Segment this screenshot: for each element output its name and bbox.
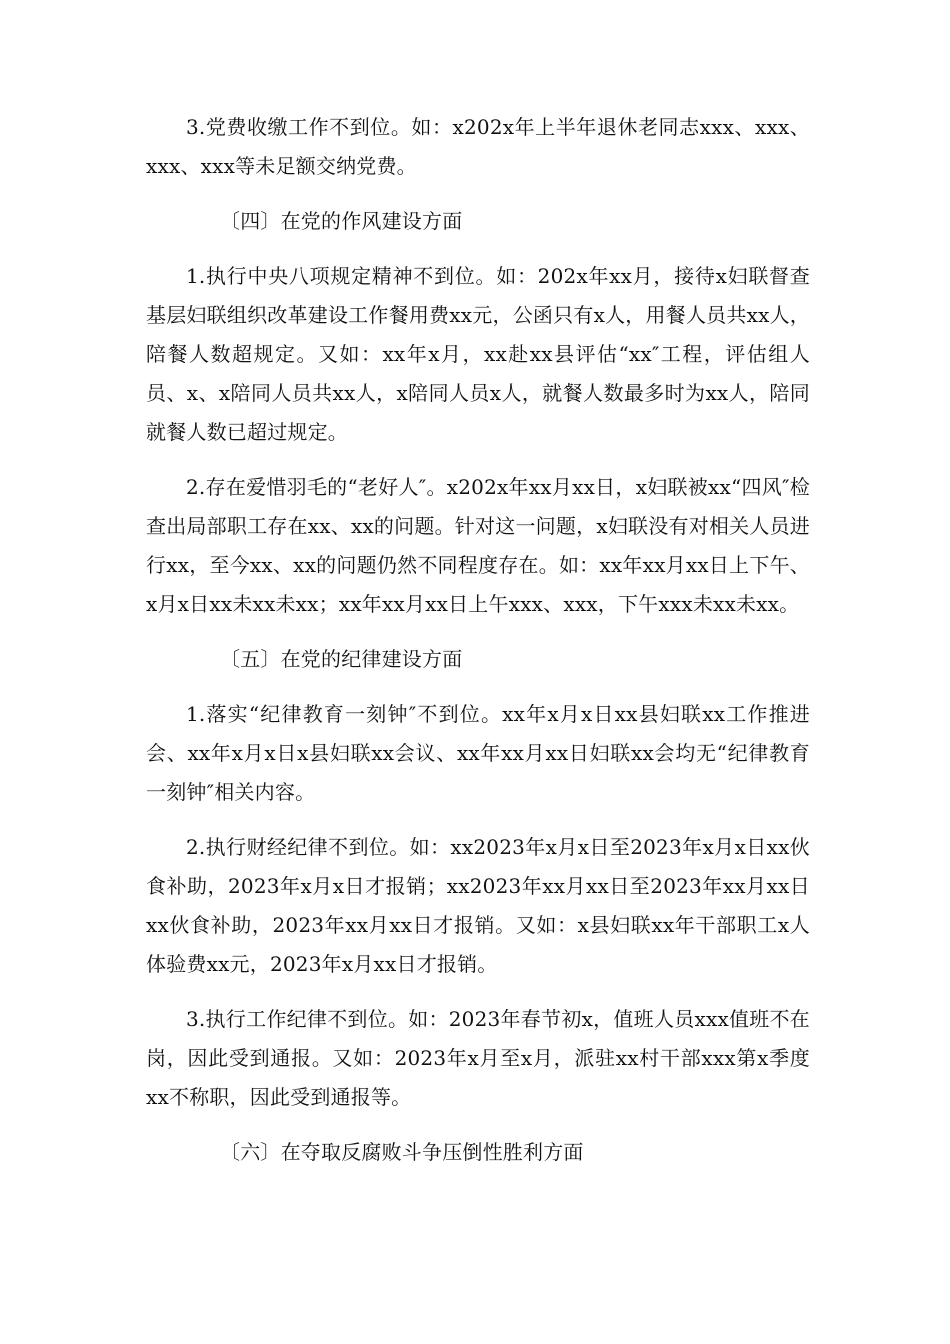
section-heading-6: 〔六〕在夺取反腐败斗争压倒性胜利方面	[220, 1140, 584, 1164]
paragraph-eight-rules: 1.执行中央八项规定精神不到位。如：202x年xx月，接待x妇联督查基层妇联组织改革建设工作餐用费xx元，公函只有x人，用餐人员共xx人，陪餐人数超规定。又如：xx年x月，xx赴xx县评估“xx″工程，评估组人员、x、x陪同人员共xx人，x陪同人员x人，就餐人数最多时为xx人，陪同就餐人数已超过规定。	[146, 264, 810, 444]
paragraph-work-discipline: 3.执行工作纪律不到位。如：2023年春节初x，值班人员xxx值班不在岗，因此受到通报。又如：2023年x月至x月，派驻xx村干部xxx第x季度xx不称职，因此受到通报等。	[146, 1007, 810, 1109]
section-heading-4: 〔四〕在党的作风建设方面	[220, 209, 463, 233]
paragraph-financial-discipline: 2.执行财经纪律不到位。如：xx2023年x月x日至2023年x月x日xx伙食补助，2023年x月x日才报销；xx2023年xx月xx日至2023年xx月xx日xx伙食补助，2023年xx月xx日才报销。又如：x县妇联xx年干部职工x人体验费xx元，2023年x月xx日才报销。	[146, 835, 810, 976]
paragraph-yes-man: 2.存在爱惜羽毛的“老好人″。x202x年xx月xx日，x妇联被xx“四风″检查出局部职工存在xx、xx的问题。针对这一问题，x妇联没有对相关人员进行xx，至今xx、xx的问题仍然不同程度存在。如：xx年xx月xx日上下午、x月x日xx未xx未xx；xx年xx月xx日上午xxx、xxx，下午xxx未xx未xx。	[146, 475, 810, 616]
paragraph-discipline-education: 1.落实“纪律教育一刻钟″不到位。xx年x月x日xx县妇联xx工作推进会、xx年x月x日x县妇联xx会议、xx年xx月xx日妇联xx会均无“纪律教育一刻钟″相关内容。	[146, 702, 810, 804]
paragraph-party-fee: 3.党费收缴工作不到位。如：x202x年上半年退休老同志xxx、xxx、xxx、xxx等未足额交纳党费。	[146, 115, 810, 178]
section-heading-5: 〔五〕在党的纪律建设方面	[220, 647, 463, 671]
document-page	[146, 108, 810, 1172]
